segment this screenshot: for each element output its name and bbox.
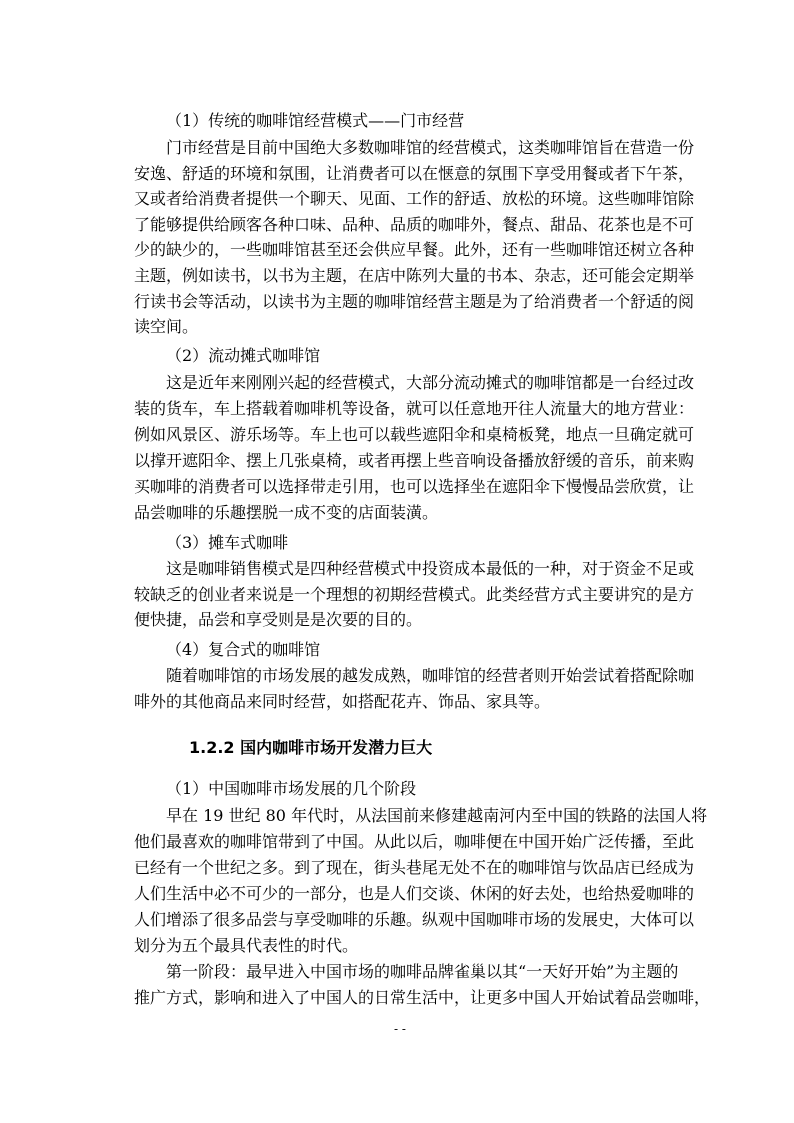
subsection-title-3: （3）摊车式咖啡	[166, 533, 289, 552]
paragraph-line: 这是近年来刚刚兴起的经营模式，大部分流动摊式的咖啡馆都是一台经过改	[166, 373, 695, 392]
page-number: - -	[394, 1022, 406, 1036]
paragraph-line: 以撑开遮阳伞、摆上几张桌椅，或者再摆上些音响设备播放舒缓的音乐，前来购	[134, 451, 695, 470]
paragraph-line: 了能够提供给顾客各种口味、品种、品质的咖啡外，餐点、甜品、花茶也是不可	[134, 215, 695, 234]
paragraph-line: 主题，例如读书，以书为主题，在店中陈列大量的书本、杂志，还可能会定期举	[134, 266, 695, 285]
subsection-title-1: （1）传统的咖啡馆经营模式——门市经营	[166, 111, 465, 130]
paragraph-line: 推广方式，影响和进入了中国人的日常生活中，让更多中国人开始试着品尝咖啡，	[134, 988, 711, 1007]
paragraph-line: 读空间。	[134, 317, 199, 336]
paragraph-line: 这是咖啡销售模式是四种经营模式中投资成本最低的一种，对于资金不足或	[166, 559, 695, 578]
subsection-title-2: （2）流动摊式咖啡馆	[166, 346, 321, 365]
paragraph-line: 行读书会等活动，以读书为主题的咖啡馆经营主题是为了给消费者一个舒适的阅	[134, 292, 695, 311]
paragraph-line: 又或者给消费者提供一个聊天、见面、工作的舒适、放松的环境。这些咖啡馆除	[134, 189, 695, 208]
paragraph-line: 少的缺少的，一些咖啡馆甚至还会供应早餐。此外，还有一些咖啡馆还树立各种	[134, 240, 695, 259]
subsection-title-4: （4）复合式的咖啡馆	[166, 640, 321, 659]
paragraph-line: 早在 19 世纪 80 年代时，从法国前来修建越南河内至中国的铁路的法国人将	[166, 806, 708, 825]
paragraph-line: 他们最喜欢的咖啡馆带到了中国。从此以后，咖啡便在中国开始广泛传播，至此	[134, 832, 695, 851]
paragraph-line: 品尝咖啡的乐趣摆脱一成不变的店面装潢。	[134, 503, 439, 522]
paragraph-line: 门市经营是目前中国绝大多数咖啡馆的经营模式，这类咖啡馆旨在营造一份	[166, 138, 695, 157]
paragraph-line: 啡外的其他商品来同时经营，如搭配花卉、饰品、家具等。	[134, 692, 551, 711]
paragraph-line: 例如风景区、游乐场等。车上也可以载些遮阳伞和桌椅板凳，地点一旦确定就可	[134, 425, 695, 444]
paragraph-line: 人们增添了很多品尝与享受咖啡的乐趣。纵观中国咖啡市场的发展史，大体可以	[134, 910, 695, 929]
paragraph-line: 已经有一个世纪之多。到了现在，街头巷尾无处不在的咖啡馆与饮品店已经成为	[134, 858, 695, 877]
paragraph-line: 便快捷，品尝和享受则是是次要的目的。	[134, 610, 423, 629]
subsection-title-5: （1）中国咖啡市场发展的几个阶段	[166, 779, 417, 798]
paragraph-line: 装的货车，车上搭载着咖啡机等设备，就可以任意地开往人流量大的地方营业：	[134, 399, 695, 418]
paragraph-line: 较缺乏的创业者来说是一个理想的初期经营模式。此类经营方式主要讲究的是方	[134, 585, 695, 604]
paragraph-line: 买咖啡的消费者可以选择带走引用，也可以选择坐在遮阳伞下慢慢品尝欣赏，让	[134, 477, 695, 496]
paragraph-line: 随着咖啡馆的市场发展的越发成熟，咖啡馆的经营者则开始尝试着搭配除咖	[166, 666, 695, 685]
paragraph-line: 人们生活中必不可少的一部分，也是人们交谈、休闲的好去处，也给热爱咖啡的	[134, 884, 695, 903]
paragraph-line: 第一阶段：最早进入中国市场的咖啡品牌雀巢以其“一天好开始”为主题的	[166, 962, 679, 981]
paragraph-line: 划分为五个最具代表性的时代。	[134, 936, 359, 955]
section-heading: 1.2.2 国内咖啡市场开发潜力巨大	[189, 738, 433, 757]
paragraph-line: 安逸、舒适的环境和氛围，让消费者可以在惬意的氛围下享受用餐或者下午茶，	[134, 164, 695, 183]
